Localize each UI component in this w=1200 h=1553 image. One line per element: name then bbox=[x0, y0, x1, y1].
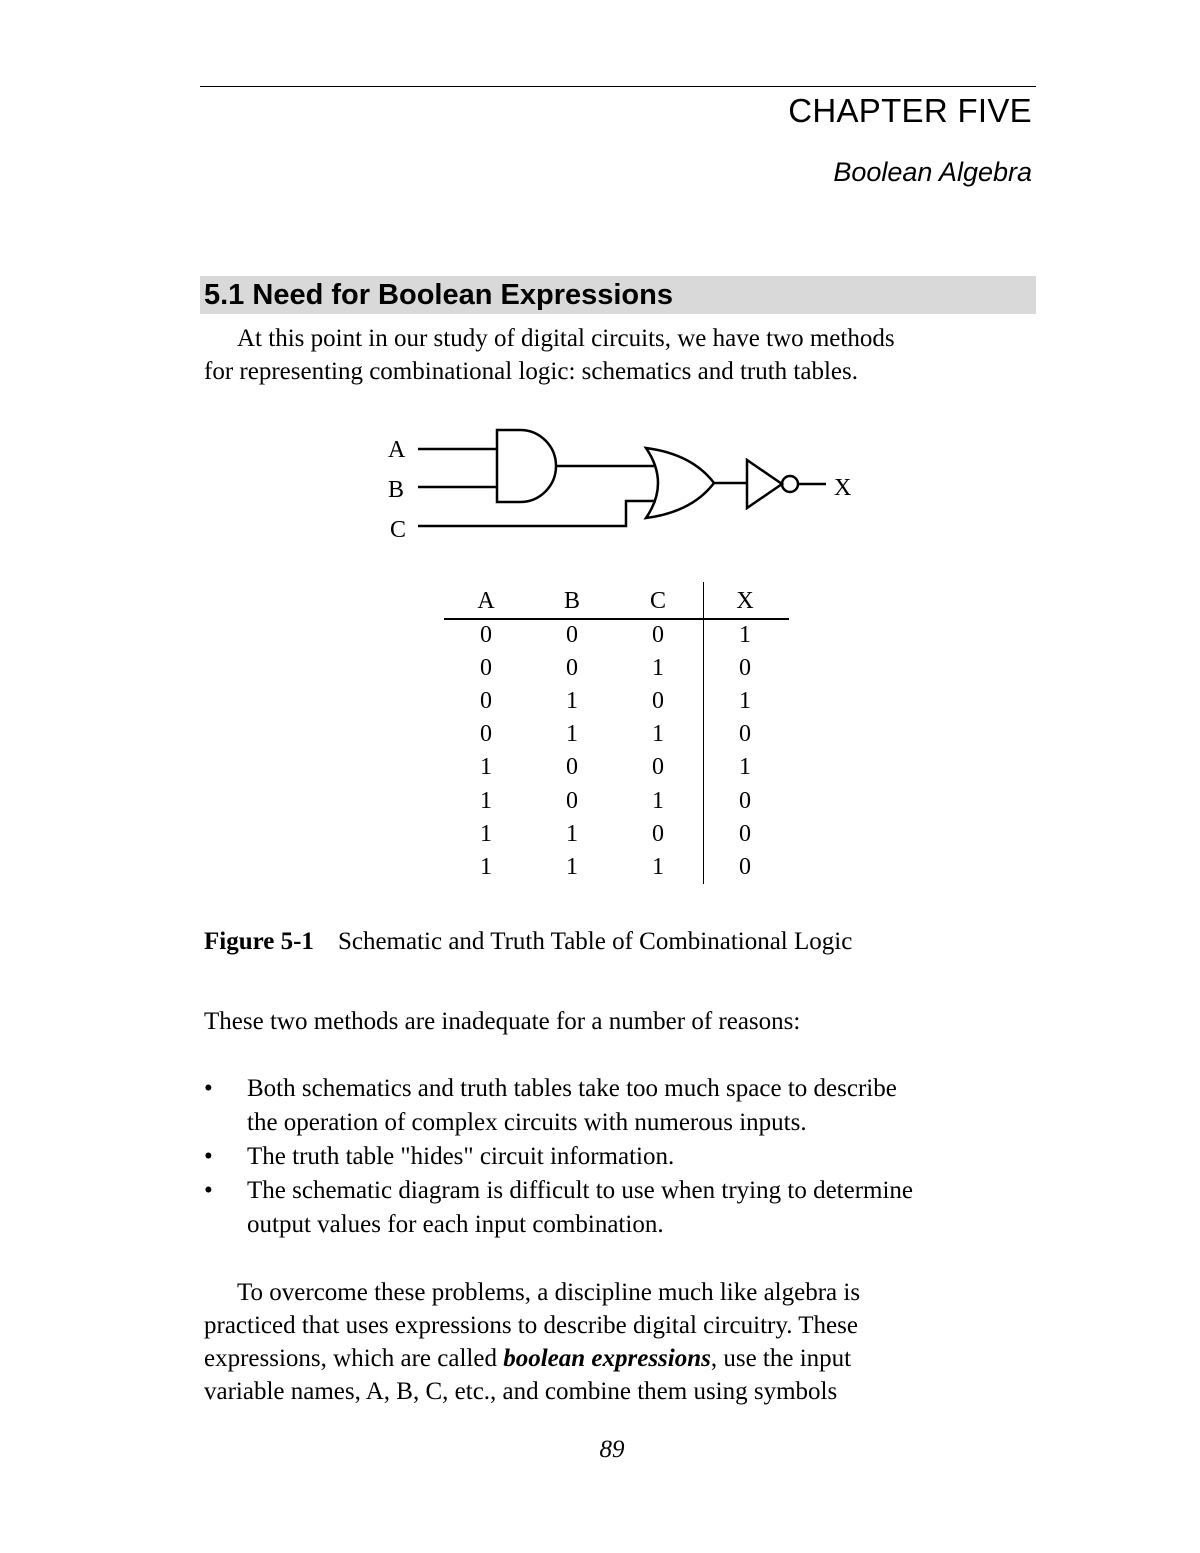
tt-cell: 1 bbox=[566, 820, 578, 847]
tt-cell: 1 bbox=[652, 787, 664, 814]
input-label-a: A bbox=[388, 437, 406, 463]
tt-cell: 0 bbox=[480, 688, 492, 715]
tt-cell: 1 bbox=[566, 688, 578, 715]
closing-line-4: variable names, A, B, C, etc., and combine them using symbols bbox=[204, 1378, 838, 1405]
tt-header-rule bbox=[444, 618, 789, 620]
list-item: • The truth table "hides" circuit information. bbox=[204, 1140, 1034, 1174]
inverter-bubble bbox=[782, 476, 798, 492]
tt-header: C bbox=[649, 588, 666, 614]
tt-cell: 1 bbox=[480, 853, 492, 880]
and-gate bbox=[497, 430, 556, 502]
tt-cell: 0 bbox=[739, 655, 751, 682]
intro-line-1: At this point in our study of digital circuits, we have two methods bbox=[237, 325, 895, 352]
tt-cell: 0 bbox=[566, 754, 578, 781]
closing-line-1: To overcome these problems, a discipline much like algebra is bbox=[237, 1279, 861, 1306]
intro-paragraph bbox=[204, 322, 1034, 388]
bullet-icon: • bbox=[204, 1177, 213, 1204]
logic-schematic bbox=[380, 420, 880, 550]
tt-cell: 0 bbox=[739, 820, 751, 847]
chapter-heading: CHAPTER FIVE bbox=[788, 92, 1032, 129]
bullet-icon: • bbox=[204, 1075, 213, 1102]
tt-cell: 0 bbox=[566, 787, 578, 814]
tt-cell: 0 bbox=[739, 787, 751, 814]
top-rule bbox=[200, 86, 1036, 87]
reasons-intro-line: These two methods are inadequate for a number of reasons: bbox=[204, 1008, 801, 1035]
input-label-c: C bbox=[390, 517, 407, 543]
tt-cell: 0 bbox=[739, 853, 751, 880]
tt-cell: 1 bbox=[652, 853, 664, 880]
tt-cell: 1 bbox=[739, 754, 751, 781]
tt-cell: 0 bbox=[652, 622, 664, 648]
reasons-intro bbox=[204, 1005, 1034, 1038]
wire-c bbox=[418, 501, 656, 526]
figure-label: Figure 5-1 bbox=[204, 928, 314, 955]
closing-line-3: expressions, which are called boolean expressions, use the input bbox=[204, 1345, 852, 1372]
tt-cell: 0 bbox=[566, 655, 578, 682]
tt-cell: 0 bbox=[652, 688, 664, 715]
tt-cell: 0 bbox=[739, 721, 751, 748]
page-number: 89 bbox=[599, 1436, 625, 1463]
closing-paragraph bbox=[204, 1276, 1034, 1408]
tt-cell: 1 bbox=[566, 853, 578, 880]
input-label-b: B bbox=[388, 477, 405, 503]
figure-caption bbox=[204, 928, 852, 956]
tt-header: X bbox=[736, 588, 754, 614]
figure-caption-text: Schematic and Truth Table of Combinational Logic bbox=[337, 928, 853, 955]
tt-cell: 1 bbox=[480, 820, 492, 847]
reasons-list bbox=[204, 1072, 1034, 1242]
tt-header: A bbox=[477, 588, 495, 614]
section-title: 5.1 Need for Boolean Expressions bbox=[204, 279, 673, 311]
tt-output-divider bbox=[703, 582, 704, 884]
list-item: • The schematic diagram is difficult to use when trying to determine output values for each input combination. bbox=[204, 1174, 1034, 1242]
chapter-subtitle: Boolean Algebra bbox=[833, 157, 1032, 187]
bullet-icon: • bbox=[204, 1143, 213, 1170]
term-boolean-expressions: boolean expressions bbox=[503, 1345, 711, 1372]
output-label-x: X bbox=[834, 475, 852, 501]
tt-cell: 0 bbox=[652, 754, 664, 781]
tt-cell: 1 bbox=[566, 721, 578, 748]
tt-cell: 0 bbox=[480, 655, 492, 682]
tt-cell: 0 bbox=[480, 721, 492, 748]
tt-cell: 1 bbox=[480, 787, 492, 814]
tt-header: B bbox=[563, 588, 580, 614]
tt-cell: 1 bbox=[739, 688, 751, 715]
tt-cell: 0 bbox=[480, 622, 492, 648]
not-gate bbox=[747, 460, 782, 508]
tt-cell: 0 bbox=[652, 820, 664, 847]
closing-line-2: practiced that uses expressions to describe digital circuitry. These bbox=[204, 1312, 858, 1339]
tt-cell: 0 bbox=[566, 622, 578, 648]
tt-cell: 1 bbox=[480, 754, 492, 781]
list-item: • Both schematics and truth tables take too much space to describe the operation of complex circuits with numerous inputs. bbox=[204, 1072, 1034, 1140]
tt-cell: 1 bbox=[652, 655, 664, 682]
tt-cell: 1 bbox=[739, 622, 751, 648]
or-gate bbox=[646, 448, 714, 518]
tt-cell: 1 bbox=[652, 721, 664, 748]
intro-line-2: for representing combinational logic: schematics and truth tables. bbox=[204, 358, 858, 385]
